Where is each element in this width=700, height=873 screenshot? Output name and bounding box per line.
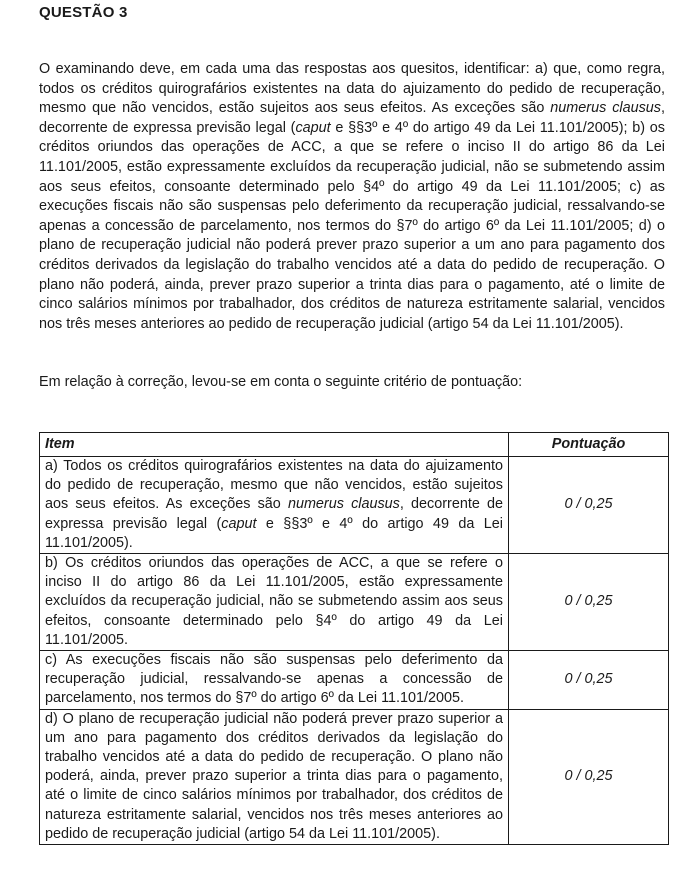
table-row [40, 651, 669, 710]
intro-text-1: O examinando deve, em cada uma das respostas aos quesitos, identificar: a) que, como regra, todos os créditos quirografários existentes na data do ajuizamento do pedido de recuperação, mesmo que não vencidos, estão sujeitos aos seus efeitos. As exceções são [39, 61, 665, 117]
item-a-emphasis-1: numerus clausus [287, 496, 400, 513]
item-a-text [40, 457, 509, 554]
criteria-text: Em relação à correção, levou-se em conta o seguinte critério de pontuação: [39, 374, 523, 390]
item-c-score: 0 / 0,25 [509, 651, 669, 710]
intro-emphasis-2: caput [295, 119, 331, 136]
header-score: Pontuação [509, 433, 669, 457]
item-b-text: b) Os créditos oriundos das operações de ACC, a que se refere o inciso II do artigo 86 da Lei 11.101/2005, estão expressamente excluídos da recuperação judicial, não se submetendo assim aos seus efeitos, consoante determinado pelo §4º do artigo 49 da Lei 11.101/2005. [40, 554, 509, 651]
item-a-score: 0 / 0,25 [509, 457, 669, 554]
item-c-text: c) As execuções fiscais não são suspensas pelo deferimento da recuperação judicial, ressalvando-se apenas a concessão de parcelamento, nos termos do §7º do artigo 6º da Lei 11.101/2005. [40, 651, 509, 710]
item-d-score: 0 / 0,25 [509, 709, 669, 844]
intro-text-3: e §§3º e 4º do artigo 49 da Lei 11.101/2005); b) os créditos oriundos das operações de ACC, a que se refere o inciso II do artigo 86 da Lei 11.101/2005, estão expressamente excluídos da recuperação judicial, não se submetendo assim aos seus efeitos, consoante determinado pelo §4º do artigo 49 da Lei 11.101/2005; c) as execuções fiscais não são suspensas pelo deferimento da recuperação judicial, ressalvando-se apenas a concessão de parcelamento, nos termos do §7º do artigo 6º da Lei 11.101/2005; d) o plano de recuperação judicial não poderá prever prazo superior a um ano para pagamento dos créditos derivados da legislação do trabalho vencidos até a data do pedido de recuperação. O plano não poderá, ainda, prever prazo superior a trinta dias para o pagamento, até o limite de cinco salários mínimos por trabalhador, dos créditos de natureza estritamente salarial, vencidos nos três meses anteriores ao pedido de recuperação judicial (artigo 54 da Lei 11.101/2005). [39, 119, 665, 332]
table-header-row [40, 433, 669, 457]
table-row [40, 554, 669, 651]
item-a-part-1: a) Todos os créditos quirografários existentes na data do ajuizamento do pedido de recuperação, mesmo que não vencidos, estão sujeitos aos seus efeitos. As exceções são [45, 458, 503, 513]
header-item: Item [40, 433, 509, 457]
item-d-text: d) O plano de recuperação judicial não poderá prever prazo superior a um ano para pagamento dos créditos derivados da legislação do trabalho vencidos até a data do pedido de recuperação. O plano não poderá, ainda, prever prazo superior a trinta dias para o pagamento, até o limite de cinco salários mínimos por trabalhador, dos créditos de natureza estritamente salarial, vencidos nos três meses anteriores ao pedido de recuperação judicial (artigo 54 da Lei 11.101/2005). [40, 709, 509, 844]
table-row [40, 709, 669, 844]
item-b-score: 0 / 0,25 [509, 554, 669, 651]
item-a-emphasis-2: caput [221, 515, 257, 532]
answer-key-paragraph [39, 60, 665, 334]
item-a-part-3: e §§3º e 4º do artigo 49 da Lei 11.101/2005). [45, 515, 503, 551]
scoring-table [39, 432, 669, 845]
intro-emphasis-1: numerus clausus [550, 100, 662, 117]
item-a-part-2: , decorrente de expressa previsão legal ( [45, 496, 504, 532]
intro-text-2: , decorrente de expressa previsão legal ( [39, 100, 666, 136]
question-heading: QUESTÃO 3 [39, 4, 128, 21]
table-row [40, 457, 669, 554]
